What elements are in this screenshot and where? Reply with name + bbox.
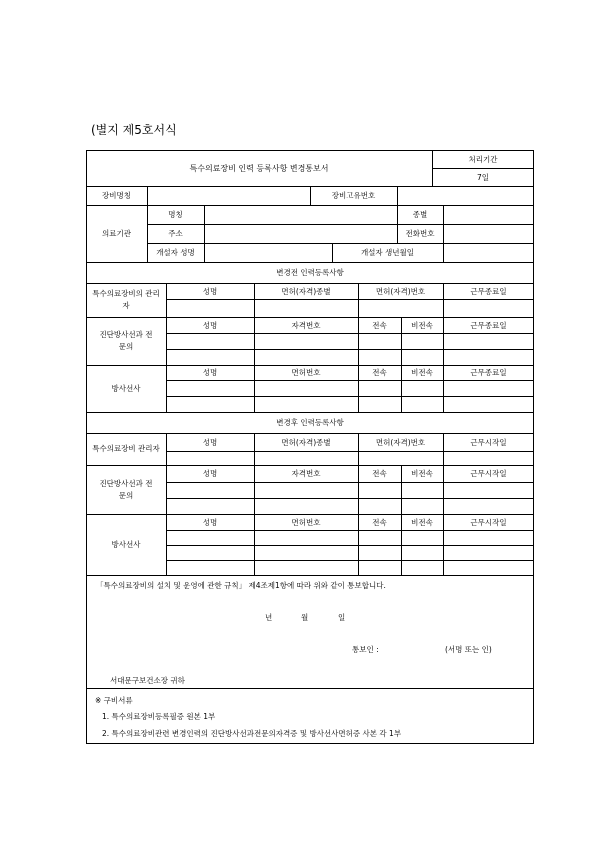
- rule: [166, 333, 534, 334]
- institution-phone-label: 전화번호: [405, 229, 435, 238]
- after-section-title: 변경후 인력등록사항: [276, 418, 344, 427]
- rule: [166, 349, 534, 350]
- institution-address-label: 주소: [168, 229, 183, 238]
- date-year: 년: [265, 613, 273, 622]
- addressee: 서대문구보건소장 귀하: [110, 676, 185, 685]
- after-radiologist-col-cert: 자격번호: [291, 469, 321, 478]
- attachment-item: 1. 특수의료장비등록필증 원본 1부: [102, 712, 216, 721]
- before-radiologist-col-cert: 자격번호: [291, 320, 321, 330]
- rule: [443, 205, 444, 243]
- after-radiologist-col-start: 근무시작일: [470, 469, 507, 478]
- after-radiographer-label: 방사선사: [111, 540, 141, 549]
- after-radiographer-col-start: 근무시작일: [470, 517, 507, 527]
- before-radiologist-col-fulltime: 전속: [372, 320, 387, 330]
- rule: [166, 498, 534, 499]
- statement-text: 「특수의료장비의 설치 및 운영에 관한 규칙」 제4조제1항에 따라 위와 같이 통보합니다.: [96, 581, 386, 590]
- rule: [166, 380, 534, 381]
- after-radiographer-col-name: 성명: [202, 517, 218, 527]
- after-radiographer-col-parttime: 비전속: [411, 517, 433, 527]
- after-radiologist-col-fulltime: 전속: [372, 469, 387, 478]
- rule: [166, 545, 534, 546]
- before-manager-label: 특수의료장비의 관리자: [92, 289, 160, 310]
- attachment-item: 2. 특수의료장비관련 변경인력의 진단방사선과전문의자격증 및 방사선사면허증 사본 각 1부: [102, 729, 402, 738]
- before-radiologist-col-name: 성명: [202, 320, 218, 330]
- attachments-title: ※ 구비서류: [95, 696, 133, 705]
- rule: [254, 433, 255, 575]
- before-radiographer-label: 방사선사: [111, 384, 141, 393]
- institution-type-label: 종별: [412, 210, 428, 219]
- founder-dob-label: 개설자 생년월일: [360, 248, 415, 257]
- date-month: 월: [301, 613, 309, 622]
- rule: [166, 299, 534, 300]
- after-manager-col-number: 면허(자격)번호: [375, 437, 426, 447]
- form-number-label: (별지 제5호서식: [91, 123, 177, 137]
- rule: [166, 482, 534, 483]
- after-manager-col-start: 근무시작일: [470, 437, 507, 447]
- before-radiologist-col-parttime: 비전속: [411, 320, 433, 330]
- form-title: 특수의료장비 인력 등록사항 변경통보서: [189, 163, 329, 173]
- processing-period-value: 7일: [476, 172, 490, 182]
- after-manager-label: 특수의료장비 관리자: [92, 444, 160, 453]
- before-radiologist-col-end: 근무종료일: [470, 320, 507, 330]
- before-manager-col-end: 근무종료일: [470, 286, 507, 296]
- notifier-sign: (서명 또는 인): [445, 645, 492, 654]
- rule: [443, 433, 444, 575]
- rule: [443, 243, 444, 262]
- founder-name-label: 개설자 성명: [156, 248, 195, 257]
- before-manager-col-number: 면허(자격)번호: [375, 286, 426, 296]
- before-radiographer-col-license: 면허번호: [291, 368, 321, 377]
- before-section-title: 변경전 인력등록사항: [276, 268, 344, 277]
- before-radiologist-label: 진단방사선과 전문의: [99, 330, 153, 351]
- after-manager-col-type: 면허(자격)종별: [281, 437, 331, 447]
- rule: [166, 396, 534, 397]
- rule: [166, 451, 534, 452]
- after-manager-col-name: 성명: [202, 437, 218, 447]
- rule: [166, 433, 167, 575]
- after-radiographer-col-fulltime: 전속: [372, 517, 387, 527]
- rule: [166, 283, 167, 412]
- rule: [204, 205, 205, 262]
- before-radiographer-col-fulltime: 전속: [372, 368, 387, 377]
- institution-name-label: 명칭: [168, 210, 183, 219]
- rule: [86, 575, 534, 576]
- after-radiographer-col-license: 면허번호: [291, 517, 321, 527]
- rule: [86, 688, 534, 689]
- before-manager-col-name: 성명: [202, 286, 218, 296]
- notifier-label: 통보인 :: [352, 645, 379, 654]
- before-manager-col-type: 면허(자격)종별: [281, 286, 331, 296]
- before-radiographer-col-end: 근무종료일: [470, 368, 507, 377]
- rule: [166, 560, 534, 561]
- institution-label: 의료기관: [102, 229, 131, 238]
- rule: [443, 283, 444, 412]
- after-radiologist-label: 진단방사선과 전문의: [99, 478, 153, 500]
- equipment-id-label: 장비고유번호: [331, 191, 376, 200]
- rule: [397, 186, 398, 205]
- before-radiographer-col-parttime: 비전속: [411, 368, 433, 377]
- rule: [147, 186, 148, 205]
- rule: [254, 283, 255, 412]
- after-radiologist-col-parttime: 비전속: [411, 469, 433, 478]
- after-radiologist-col-name: 성명: [202, 469, 218, 478]
- before-radiographer-col-name: 성명: [202, 368, 218, 377]
- date-day: 일: [338, 613, 346, 622]
- rule: [358, 433, 359, 575]
- rule: [358, 283, 359, 412]
- equipment-name-label: 장비명칭: [102, 191, 131, 200]
- rule: [166, 530, 534, 531]
- rule: [147, 224, 534, 225]
- processing-period-label: 처리기간: [468, 154, 498, 164]
